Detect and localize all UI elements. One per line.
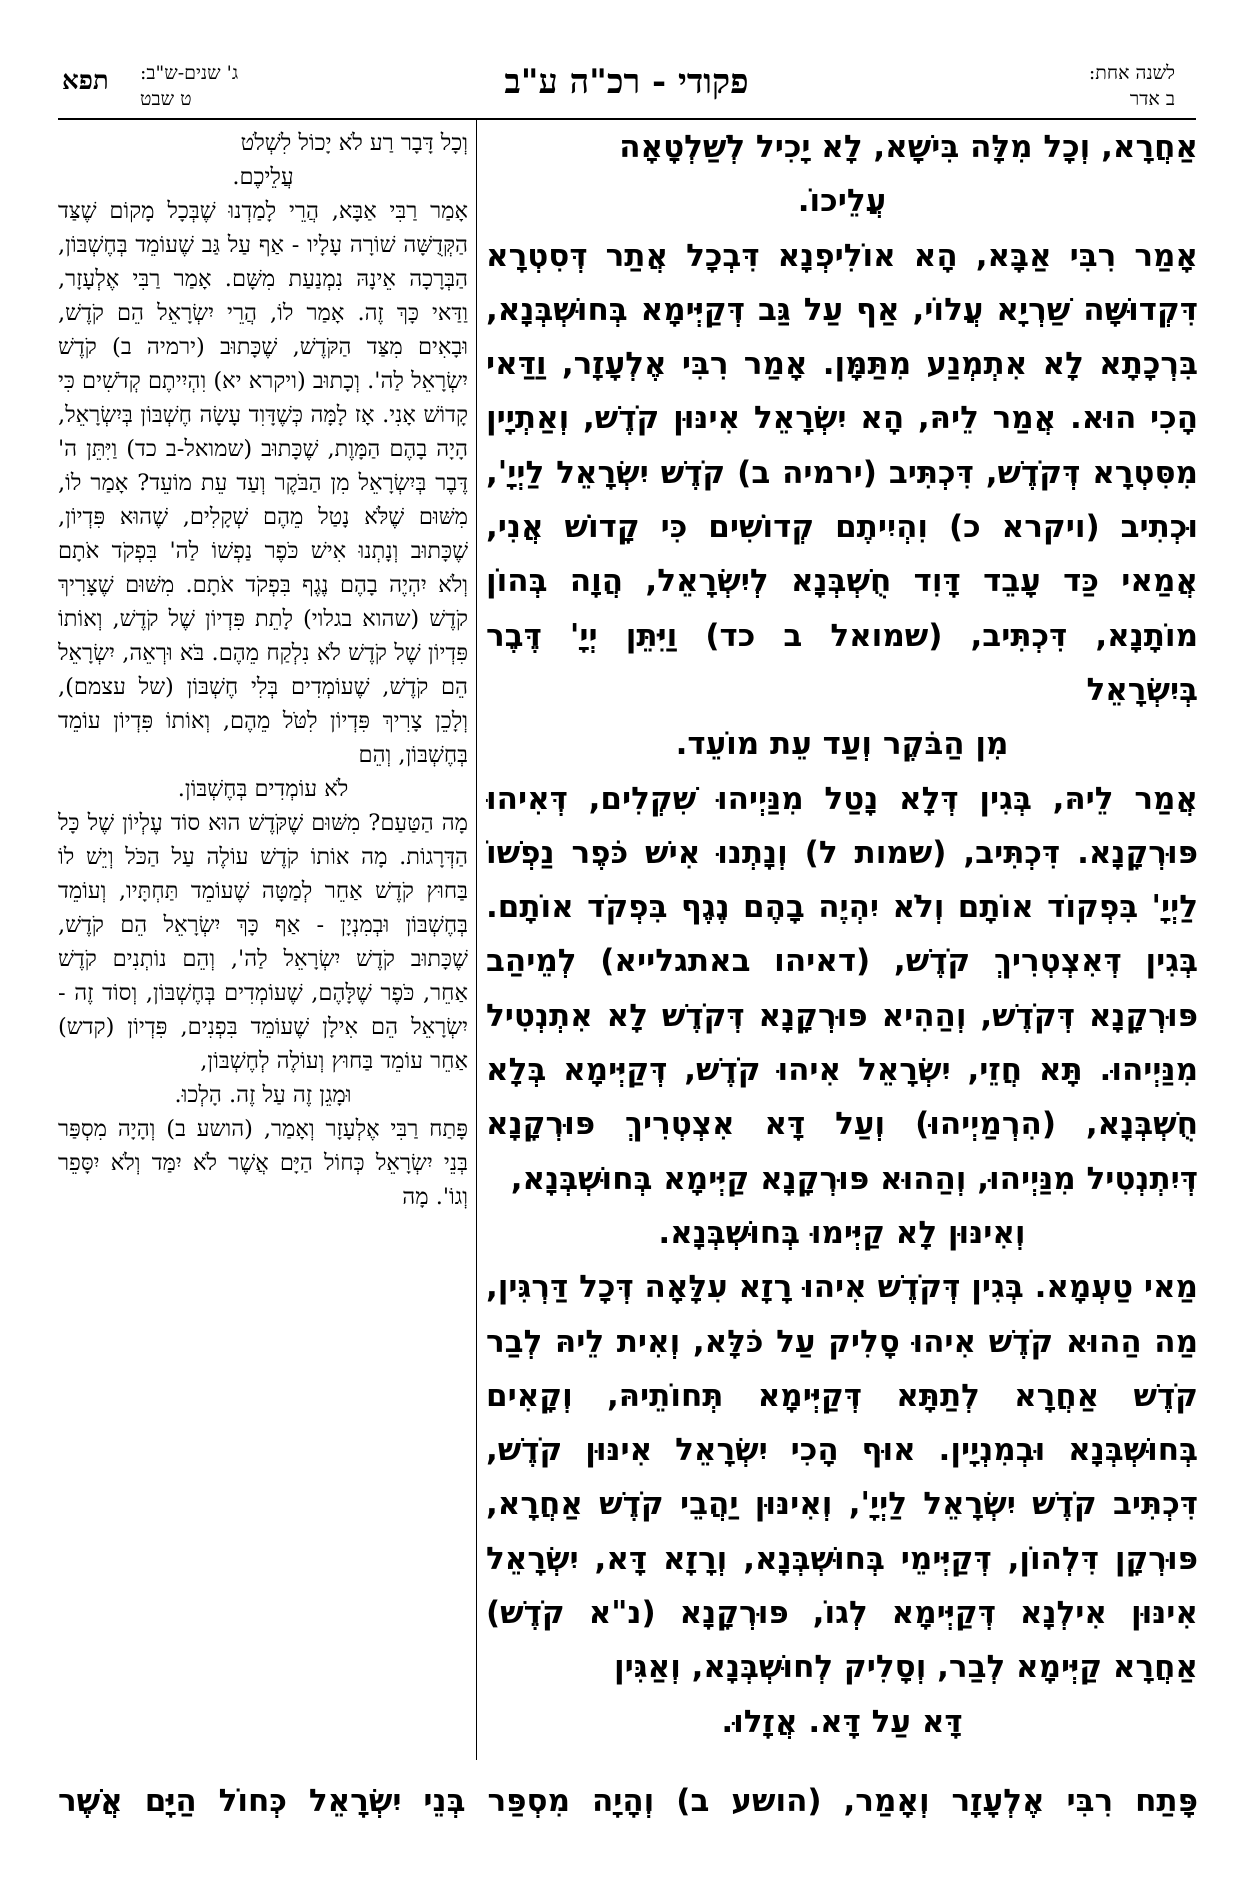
side-paragraph-1: וְכָל דָּבָר רַע לֹא יָכוֹל לִשְׁלֹט: [240, 130, 468, 156]
side-paragraph-5: מָה הַטַּעַם? מִשּׁוּם שֶׁקֹּדֶשׁ הוּא סוֹד עֶלְיוֹן שֶׁל כָּל הַדְּרָגוֹת. מָה אוֹתוֹ קֹדֶשׁ עוֹלֶה עַל הַכֹּל וְיֵשׁ לוֹ בַּחוּץ קֹדֶשׁ אַחֵר לְמַטָּה שֶׁעוֹמֵד תַּחְתָּיו, וְעוֹמֵד בְּחֶשְׁבּוֹן וּבְמִנְיָן - אַף כָּךְ יִשְׂרָאֵל הֵם קֹדֶשׁ, שֶׁכָּתוּב קֹדֶשׁ יִשְׂרָאֵל לַה', וְהֵם נוֹתְנִים קֹדֶשׁ אַחֵר, כֹּפֶר שֶׁלָּהֶם, שֶׁעוֹמְדִים בְּחֶשְׁבּוֹן, וְסוֹד זֶה - יִשְׂרָאֵל הֵם אִילָן שֶׁעוֹמֵד בִּפְנִים, פִּדְיוֹן (קדש) אַחֵר עוֹמֵד בַּחוּץ וְעוֹלֶה לְחֶשְׁבּוֹן,: [58, 810, 468, 1074]
main-paragraph-7: מַאי טַעְמָא. בְּגִין דְּקֹדֶשׁ אִיהוּ רָזָא עִלָּאָה דְּכָל דַּרְגִּין, מַה הַהוּא קֹדֶשׁ אִיהוּ סָלִיק עַל כֹּלָּא, וְאִית לֵיהּ לְבַר קֹדֶשׁ אַחֲרָא לְתַתָּא דְּקַיְּימָא תְּחוֹתֵיהּ, וְקָאִים בְּחוּשְׁבְּנָא וּבְמִנְיָין. אוּף הָכִי יִשְׂרָאֵל אִינּוּן קֹדֶשׁ, דִּכְתִּיב קֹדֶשׁ יִשְׂרָאֵל לַיְיָ', וְאִינּוּן יַהֲבֵי קֹדֶשׁ אַחֲרָא, פּוּרְקָן דִּלְהוֹן, דְּקַיְּימֵי בְּחוּשְׁבְּנָא, וְרָזָא דָּא, יִשְׂרָאֵל אִינּוּן אִילְנָא דְּקַיְּימָא לְגוֹ, פּוּרְקָנָא (נ"א קֹדֶשׁ) אַחֲרָא קַיְּימָא לְבַר, וְסָלִיק לְחוּשְׁבְּנָא, וְאַגִּין: [486, 1269, 1198, 1686]
main-paragraph-4: מִן הַבֹּקֶר וְעַד עֵת מוֹעֵד.: [675, 726, 1009, 763]
page-number: תפא: [62, 66, 109, 96]
main-paragraph-2: עֲלֵיכוֹ.: [797, 183, 887, 220]
header-three-year-label: ג' שנים-ש"ב:: [140, 62, 239, 84]
main-paragraph-5: אֲמַר לֵיהּ, בְּגִין דְּלָא נָטַל מִנַּיְיהוּ שִׁקְלִים, דְּאִיהוּ פּוּרְקָנָא. דִּכְתִּיב, (שמות ל) וְנָתְנוּ אִישׁ כֹּפֶר נַפְשׁוֹ לַיְיָ' בִּפְקוֹד אוֹתָם וְלֹא יִהְיֶה בָהֶם נֶגֶף בִּפְקֹד אוֹתָם. בְּגִין דְּאִצְטְרִיךְ קֹדֶשׁ, (דאיהו באתגלייא) לְמֵיהַב פּוּרְקָנָא דְּקֹדֶשׁ, וְהַהִיא פּוּרְקָנָא דְּקֹדֶשׁ לָא אִתְנְטִיל מִנַּיְיהוּ. תָּא חֲזֵי, יִשְׂרָאֵל אִיהוּ קֹדֶשׁ, דְּקַיְּימָא בְּלָא חֻשְׁבְּנָא, (הִרְמַיְיהוּ) וְעַל דָּא אִצְטְרִיךְ פּוּרְקָנָא דְּיִתְנְטִיל מִנַּיְיהוּ, וְהַהוּא פּוּרְקָנָא קַיְּימָא בְּחוּשְׁבְּנָא,: [486, 780, 1198, 1197]
header-three-year-date: ט שבט: [140, 88, 192, 110]
main-paragraph-8: דָּא עַל דָּא. אֲזָלוּ.: [721, 1703, 963, 1740]
bottom-full-width-line: פָּתַח רִבִּי אֶלְעָזָר וְאָמַר, (הושע ב) וְהָיָה מִסְפַּר בְּנֵי יִשְׂרָאֵל כְּחוֹל הַיָּם אֲשֶׁר: [58, 1783, 1198, 1819]
side-paragraph-7: פָּתַח רַבִּי אֶלְעָזָר וְאָמַר, (הושע ב) וְהָיָה מִסְפַּר בְּנֵי יִשְׂרָאֵל כְּחוֹל הַיָּם אֲשֶׁר לֹא יִמַּד וְלֹא יִסָּפֵר וְגוֹ'. מָה: [58, 1116, 468, 1210]
main-paragraph-6: וְאִינּוּן לָא קַיְּימוּ בְּחוּשְׁבְּנָא.: [658, 1214, 1026, 1251]
main-paragraph-3: אָמַר רִבִּי אַבָּא, הָא אוֹלִיפְנָא דִּבְכָל אֲתַר דְּסִטְרָא דִּקְדוּשָּׁה שַׁרְיָא עֲלוֹי, אַף עַל גַּב דְּקַיְּימָא בְּחוּשְׁבְּנָא, בִּרְכָתָא לָא אִתְמְנַע מִתַּמָּן. אָמַר רִבִּי אֶלְעָזָר, וַדַּאי הָכִי הוּא. אֲמַר לֵיהּ, הָא יִשְׂרָאֵל אִינּוּן קֹדֶשׁ, וְאַתְיָין מִסִּטְרָא דְּקֹדֶשׁ, דִּכְתִּיב (ירמיה ב) קֹדֶשׁ יִשְׂרָאֵל לַיְיָ', וּכְתִיב (ויקרא כ) וִהְיִיתֶם קְדוֹשִׁים כִּי קָדוֹשׁ אֲנִי, אֲמַאי כַּד עָבֵד דָּוִד חֻשְׁבְּנָא לְיִשְׂרָאֵל, הֲוָה בְּהוֹן מוֹתָנָא, דִּכְתִּיב, (שמואל ב כד) וַיִּתֵּן יְיָ' דֶּבֶר בְּיִשְׂרָאֵל: [486, 237, 1198, 708]
hebrew-translation-column: [58, 126, 468, 1760]
column-divider: [476, 120, 477, 1760]
side-paragraph-6: וּמָגֵן זֶה עַל זֶה. הָלְכוּ.: [174, 1082, 352, 1108]
side-paragraph-2: עֲלֵיכֶם.: [232, 164, 294, 190]
page-title: פקודי - רכ"ה ע"ב: [504, 62, 749, 102]
aramaic-text-column: [486, 120, 1198, 1760]
header-one-year-date: ב אדר: [1129, 88, 1175, 110]
main-paragraph-1: אַחֲרָא, וְכָל מִלָּה בִּישָׁא, לָא יָכִיל לְשַׁלְטָאָה: [619, 129, 1198, 165]
side-paragraph-4: לֹא עוֹמְדִים בְּחֶשְׁבּוֹן.: [177, 776, 349, 802]
side-paragraph-3: אָמַר רַבִּי אַבָּא, הֲרֵי לָמַדְנוּ שֶׁבְּכָל מָקוֹם שֶׁצַּד הַקְּדֻשָּׁה שׁוֹרָה עָלָיו - אַף עַל גַּב שֶׁעוֹמֵד בְּחֶשְׁבּוֹן, הַבְּרָכָה אֵינָהּ נִמְנַעַת מִשָּׁם. אָמַר רַבִּי אֶלְעָזָר, וַדַּאי כָּךְ זֶה. אָמַר לוֹ, הֲרֵי יִשְׂרָאֵל הֵם קֹדֶשׁ, וּבָאִים מִצַּד הַקֹּדֶשׁ, שֶׁכָּתוּב (ירמיה ב) קֹדֶשׁ יִשְׂרָאֵל לַה'. וְכָתוּב (ויקרא יא) וִהְיִיתֶם קְדֹשִׁים כִּי קָדוֹשׁ אָנִי. אָז לָמָּה כְּשֶׁדָּוִד עָשָׂה חֶשְׁבּוֹן בְּיִשְׂרָאֵל, הָיָה בָהֶם הַמָּוֶת, שֶׁכָּתוּב (שמואל-ב כד) וַיִּתֵּן ה' דֶּבֶר בְּיִשְׂרָאֵל מִן הַבֹּקֶר וְעַד עֵת מוֹעֵד? אָמַר לוֹ, מִשּׁוּם שֶׁלֹּא נָטַל מֵהֶם שְׁקָלִים, שֶׁהוּא פִּדְיוֹן, שֶׁכָּתוּב וְנָתְנוּ אִישׁ כֹּפֶר נַפְשׁוֹ לַה' בִּפְקֹד אֹתָם וְלֹא יִהְיֶה בָהֶם נֶגֶף בִּפְקֹד אֹתָם. מִשּׁוּם שֶׁצָּרִיךְ קֹדֶשׁ (שהוא בגלוי) לָתֵת פִּדְיוֹן שֶׁל קֹדֶשׁ, וְאוֹתוֹ פִּדְיוֹן שֶׁל קֹדֶשׁ לֹא נִלְקַח מֵהֶם. בֹּא וּרְאֵה, יִשְׂרָאֵל הֵם קֹדֶשׁ, שֶׁעוֹמְדִים בְּלִי חֶשְׁבּוֹן (של עצמם), וְלָכֵן צָרִיךְ פִּדְיוֹן לִטֹּל מֵהֶם, וְאוֹתוֹ פִּדְיוֹן עוֹמֵד בְּחֶשְׁבּוֹן, וְהֵם: [58, 198, 468, 768]
header-one-year-label: לשנה אחת:: [1088, 62, 1175, 84]
